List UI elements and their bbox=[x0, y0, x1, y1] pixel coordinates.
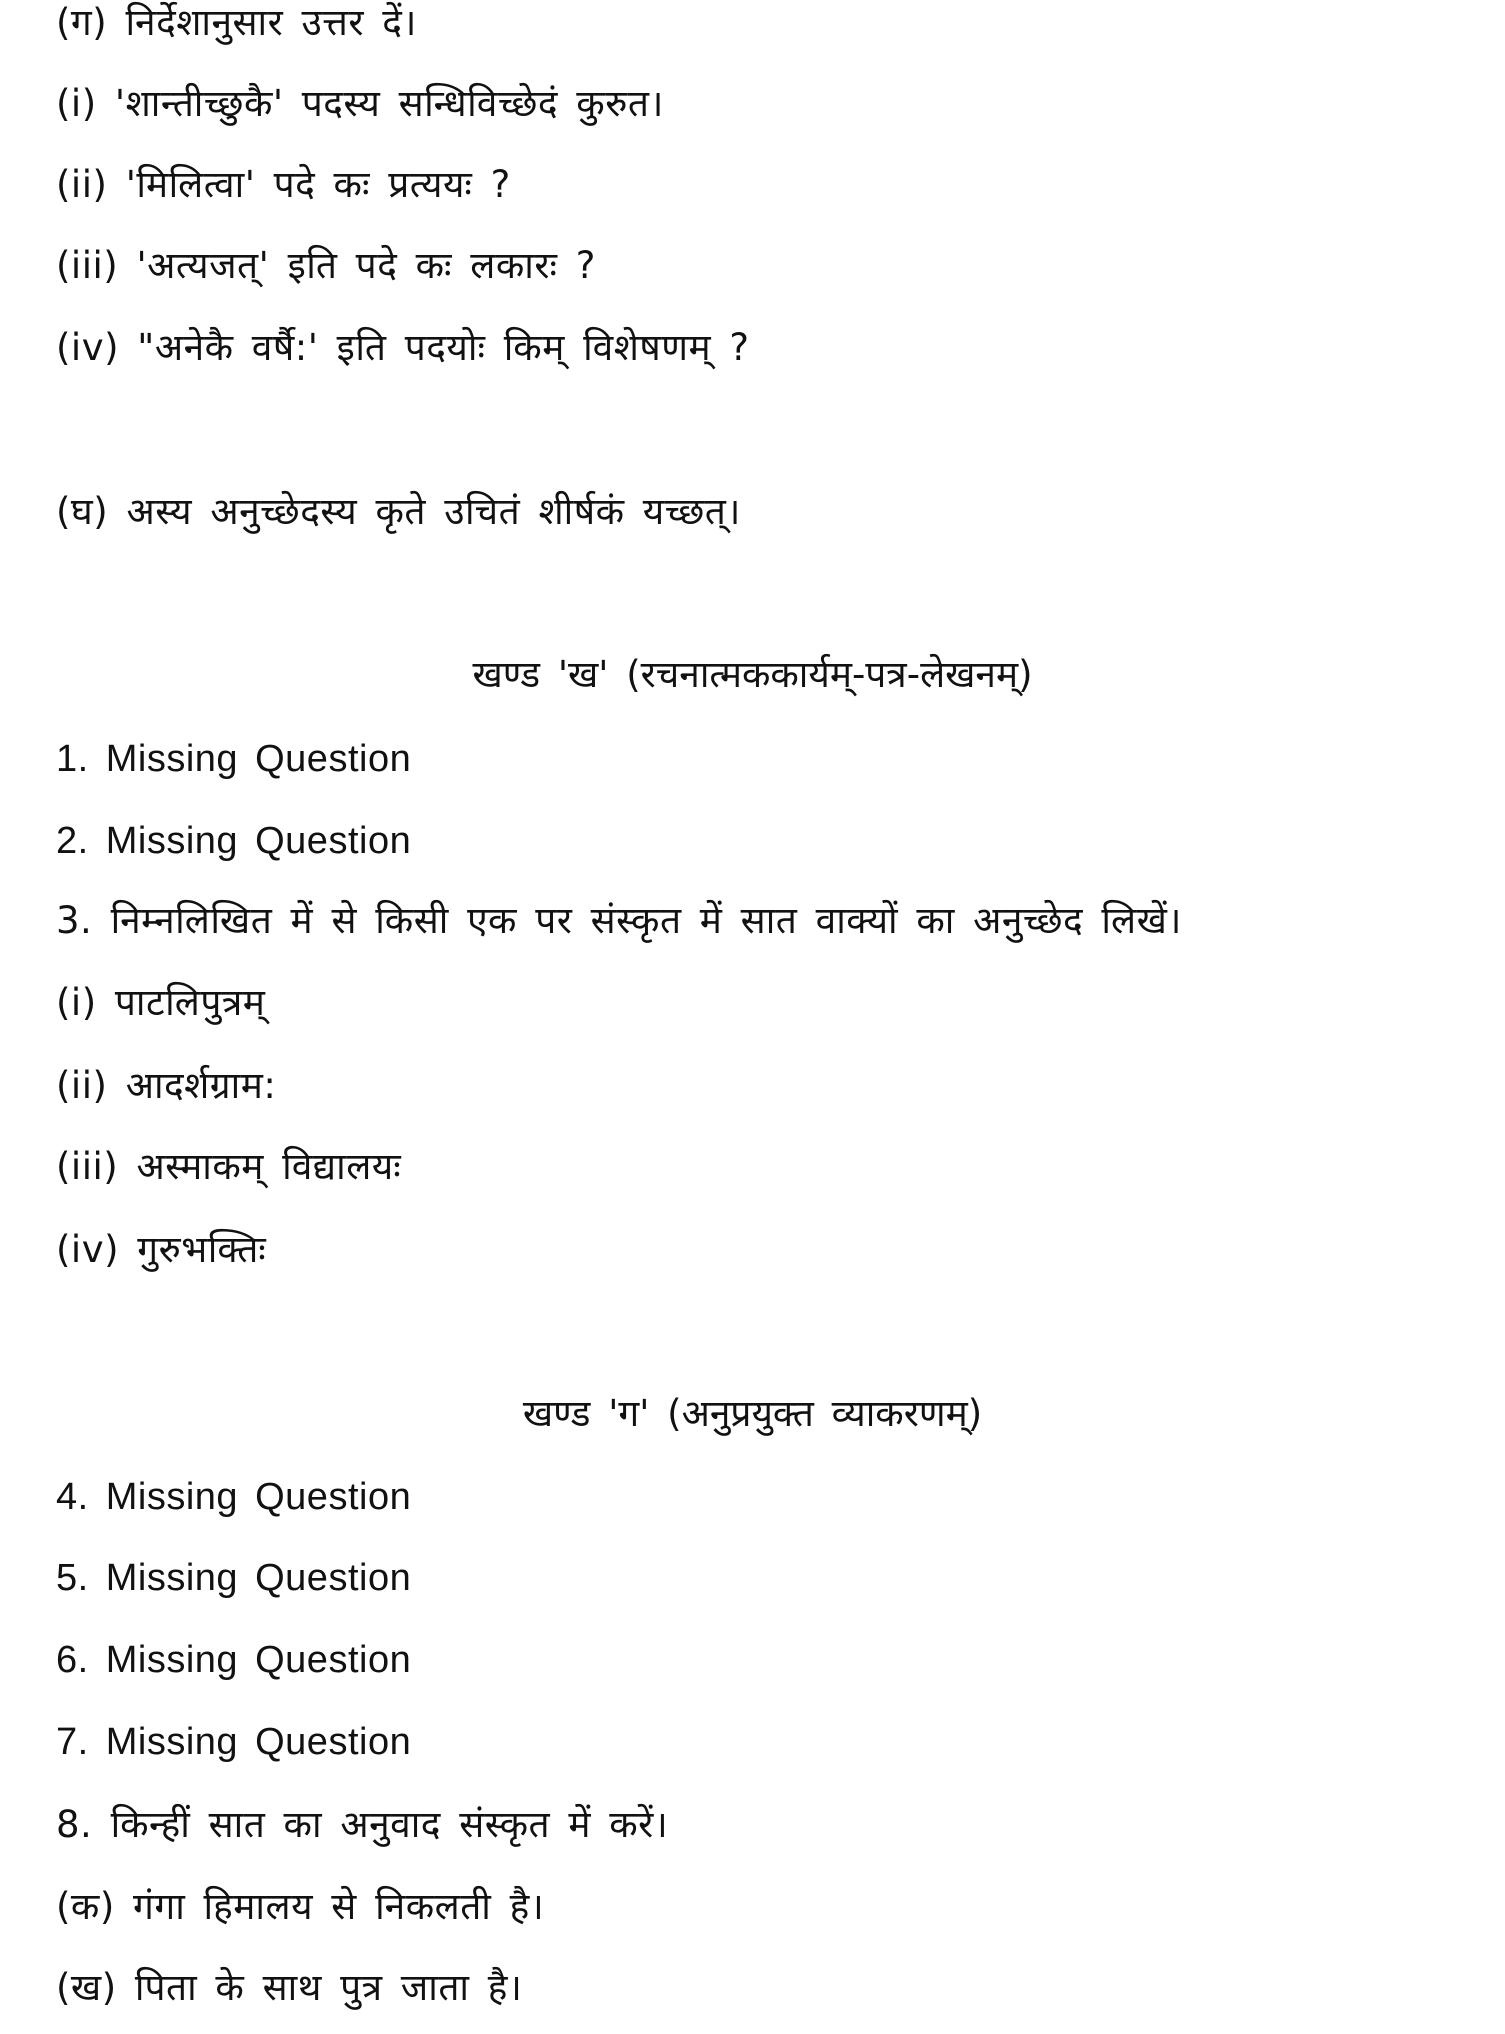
section-ga-heading: खण्ड 'ग' (अनुप्रयुक्त व्याकरणम्) bbox=[522, 1392, 983, 1435]
sub-question-ii: (ii) 'मिलित्वा' पदे कः प्रत्ययः ? bbox=[56, 163, 511, 206]
option-iv: (iv) गुरुभक्तिः bbox=[56, 1228, 267, 1271]
sub-question-i: (i) 'शान्तीच्छुकै' पदस्य सन्धिविच्छेदं कुरुत। bbox=[56, 82, 664, 125]
question-3: 3. निम्नलिखित में से किसी एक पर संस्कृत में सात वाक्यों का अनुच्छेद लिखें। bbox=[56, 899, 1182, 942]
option-iii: (iii) अस्माकम् विद्यालयः bbox=[56, 1145, 402, 1188]
option-ii: (ii) आदर्शग्राम: bbox=[56, 1064, 277, 1107]
translation-item-ka: (क) गंगा हिमालय से निकलती है। bbox=[56, 1885, 545, 1928]
instruction-gh: (घ) अस्य अनुच्छेदस्य कृते उचितं शीर्षकं यच्छत्। bbox=[56, 490, 741, 533]
question-6: 6. Missing Question bbox=[56, 1639, 412, 1681]
option-i: (i) पाटलिपुत्रम् bbox=[56, 981, 266, 1024]
sub-question-iii: (iii) 'अत्यजत्' इति पदे कः लकारः ? bbox=[56, 244, 596, 287]
section-kha-heading: खण्ड 'ख' (रचनात्मककार्यम्-पत्र-लेखनम्) bbox=[472, 653, 1033, 696]
question-4: 4. Missing Question bbox=[56, 1476, 412, 1518]
question-5: 5. Missing Question bbox=[56, 1557, 412, 1599]
question-2: 2. Missing Question bbox=[56, 820, 412, 862]
translation-item-kha: (ख) पिता के साथ पुत्र जाता है। bbox=[56, 1966, 523, 2009]
question-7: 7. Missing Question bbox=[56, 1721, 412, 1763]
question-1: 1. Missing Question bbox=[56, 738, 412, 780]
sub-question-iv: (iv) "अनेकै वर्षै:' इति पदयोः किम् विशेषणम् ? bbox=[56, 326, 750, 369]
question-8: 8. किन्हीं सात का अनुवाद संस्कृत में करें। bbox=[56, 1803, 669, 1846]
instruction-g: (ग) निर्देशानुसार उत्तर दें। bbox=[56, 1, 417, 44]
